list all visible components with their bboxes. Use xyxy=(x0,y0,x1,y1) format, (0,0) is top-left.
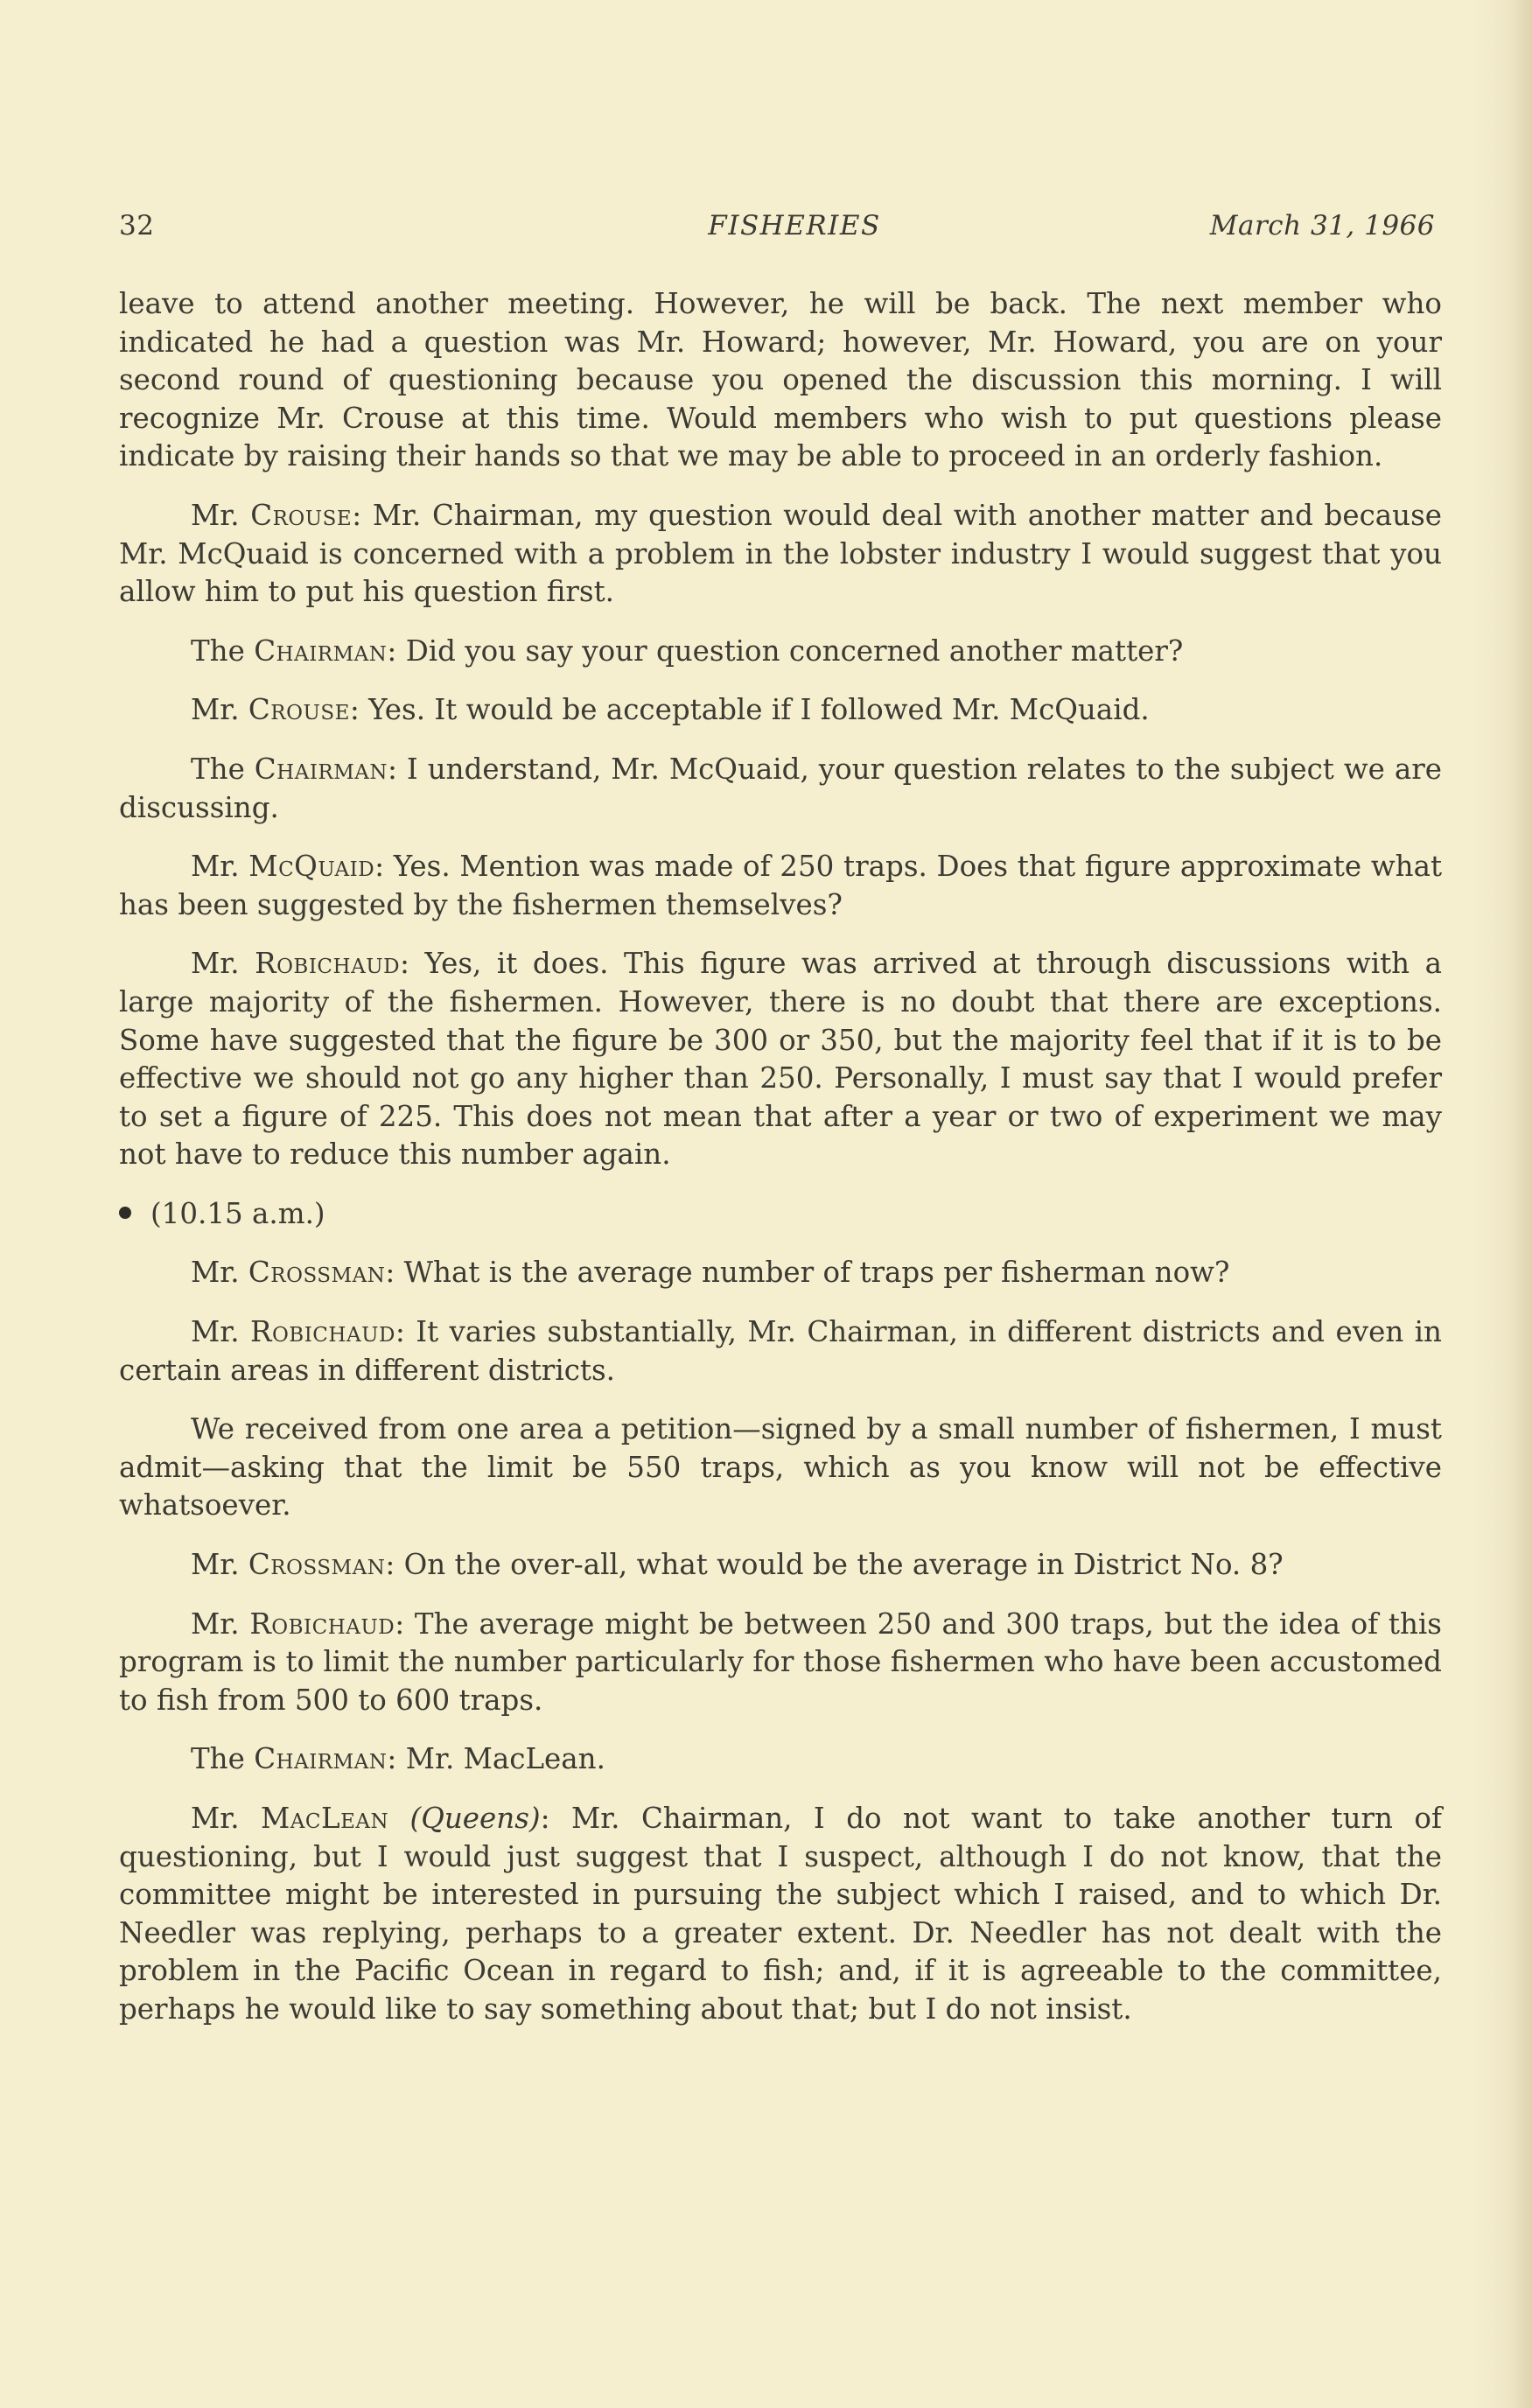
speaker-prefix: Mr. xyxy=(191,498,251,532)
paragraph-8 xyxy=(119,1254,1442,1292)
paragraph-text: : Mr. Chairman, I do not want to take another turn of questioning, but I would just suggest that I suspect, although I do not know, that the committee might be interested in pursuing the subject which I raised, and to which Dr. Needler was replying, perhaps to a greater extent. Dr. Needler has not dealt with the problem in the Pacific Ocean in regard to fish; and, if it is agreeable to the committee, perhaps he would like to say something about that; but I do not insist. xyxy=(119,1802,1443,2026)
section-title: FISHERIES xyxy=(708,210,881,242)
paragraph-1 xyxy=(119,497,1442,612)
paragraph-11 xyxy=(119,1546,1442,1585)
riding-name: (Queens) xyxy=(409,1802,541,1835)
bullet-icon xyxy=(119,1207,131,1219)
page-edge-shadow xyxy=(1509,0,1532,2408)
paragraph-text: leave to attend another meeting. However, he will be back. The next member who indicated he had a question was Mr. Howard; however, Mr. Howard, you are on your second round of questioning because you opened the discussion this morning. I will recognize Mr. Crouse at this time. Would members who wish to put questions please indicate by raising their hands so that we may be able to proceed in an orderly fashion. xyxy=(119,287,1442,473)
speaker-prefix: Mr. xyxy=(191,1548,248,1582)
paragraph-10 xyxy=(119,1410,1442,1525)
speaker-name: Crouse xyxy=(250,498,353,532)
transcript-body xyxy=(119,285,1442,2050)
speaker-name: Chairman xyxy=(254,634,388,668)
paragraph-3 xyxy=(119,691,1442,730)
paragraph-text: : On the over-all, what would be the average in District No. 8? xyxy=(385,1548,1284,1582)
speaker-name: Crossman xyxy=(248,1548,386,1582)
paragraph-text: : Yes, it does. This figure was arrived at through discussions with a large majority of the fishermen. However, there is no doubt that there are exceptions. Some have suggested that the figure be 300 or 350, but the majority feel that if it is to be effective we should not go any higher than 250. Personally, I must say that I would prefer to set a figure of 225. This does not mean that after a year or two of experiment we may not have to reduce this number again. xyxy=(119,947,1442,1172)
paragraph-4 xyxy=(119,751,1442,827)
paragraph-9 xyxy=(119,1313,1442,1390)
speaker-prefix: Mr. xyxy=(191,1256,248,1290)
speaker-prefix: The xyxy=(191,1742,255,1776)
speaker-prefix: The xyxy=(191,634,255,668)
header-date: March 31, 1966 xyxy=(1209,210,1435,242)
paragraph-13 xyxy=(119,1740,1442,1779)
speaker-prefix: Mr. xyxy=(191,1606,250,1641)
speaker-prefix: Mr. xyxy=(191,850,249,884)
paragraph-2 xyxy=(119,633,1442,671)
running-header xyxy=(119,210,1435,254)
speaker-name: Crouse xyxy=(248,693,350,727)
paragraph-text: : What is the average number of traps per fisherman now? xyxy=(385,1256,1230,1290)
page-number: 32 xyxy=(119,210,155,242)
paragraph-text: : It varies substantially, Mr. Chairman, in different districts and even in certain areas in different districts. xyxy=(119,1315,1442,1387)
speaker-prefix: Mr. xyxy=(191,947,255,981)
paragraph-0 xyxy=(119,285,1442,476)
speaker-prefix: Mr. xyxy=(191,1315,250,1349)
paragraph-text: : Mr. MacLean. xyxy=(387,1742,605,1776)
paragraph-text: : Mr. Chairman, my question would deal with another matter and because Mr. McQuaid is concerned with a problem in the lobster industry I would suggest that you allow him to put his question first. xyxy=(119,498,1443,609)
speaker-name: Robichaud xyxy=(249,1315,395,1349)
paragraph-text: : Yes. Mention was made of 250 traps. Does that figure approximate what has been suggested by the fishermen themselves? xyxy=(119,850,1443,921)
time-marker-text: (10.15 a.m.) xyxy=(150,1196,325,1230)
speaker-name: Robichaud xyxy=(249,1606,395,1641)
speaker-name: Chairman xyxy=(254,1742,388,1776)
paragraph-6 xyxy=(119,945,1442,1174)
paragraph-text: : The average might be between 250 and 300 traps, but the idea of this program is to limit the number particularly for those fishermen who have been accustomed to fish from 500 to 600 traps. xyxy=(119,1606,1442,1717)
paragraph-text: : I understand, Mr. McQuaid, your question relates to the subject we are discussing. xyxy=(119,752,1442,824)
speaker-prefix: Mr. xyxy=(191,1802,262,1835)
paragraph-text: We received from one area a petition—signed by a small number of fishermen, I must admit—asking that the limit be 550 traps, which as you know will not be effective whatsoever. xyxy=(119,1412,1442,1522)
speaker-prefix: The xyxy=(191,752,255,786)
speaker-name: Chairman xyxy=(254,752,388,786)
paragraph-12 xyxy=(119,1606,1442,1720)
time-marker xyxy=(119,1195,1442,1234)
speaker-name: Crossman xyxy=(248,1256,386,1290)
paragraph-text: : Yes. It would be acceptable if I followed Mr. McQuaid. xyxy=(349,693,1150,727)
paragraph-text: : Did you say your question concerned another matter? xyxy=(387,634,1184,668)
speaker-name: McQuaid xyxy=(248,850,375,884)
speaker-name: Robichaud xyxy=(255,947,401,981)
speaker-prefix: Mr. xyxy=(191,693,248,727)
paragraph-14 xyxy=(119,1800,1442,2029)
paragraph-5 xyxy=(119,848,1442,924)
speaker-name: MacLean xyxy=(261,1802,389,1835)
